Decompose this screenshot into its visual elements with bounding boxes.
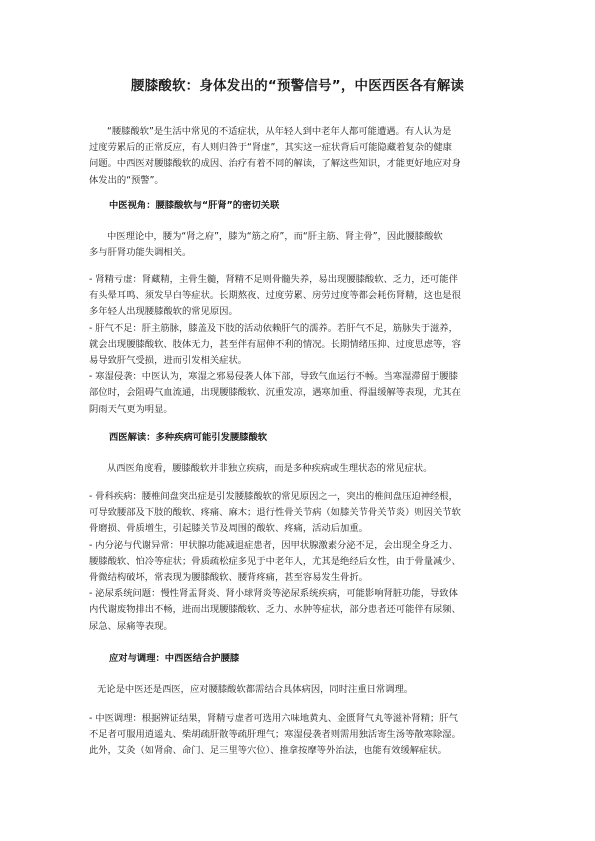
list-item-line: 易导致肝气受损，进而引发相关症状。 bbox=[89, 355, 248, 367]
list-item-orthopedic bbox=[89, 489, 514, 538]
list-item-kidney-essence bbox=[89, 272, 514, 321]
list-item-line: - 内分泌与代谢异常：甲状腺功能减退症患者，因甲状腺激素分泌不足，会出现全身乏力、 bbox=[89, 539, 458, 551]
section-tcm-intro bbox=[89, 229, 514, 261]
section-heading-western: 西医解读：多种疾病可能引发腰膝酸软 bbox=[109, 432, 268, 443]
list-item-line: 部位时，会阻碍气血流通，出现腰膝酸软、沉重发凉，遇寒加重、得温缓解等表现，尤其在 bbox=[89, 387, 461, 399]
paragraph-line: 无论是中医还是西医，应对腰膝酸软都需结合具体病因，同时注重日常调理。 bbox=[97, 684, 414, 695]
list-item-line: - 肾精亏虚：肾藏精，主骨生髓，肾精不足则骨髓失养，易出现腰膝酸软、乏力，还可能伴 bbox=[89, 274, 458, 285]
list-item-line: 可导致腰部及下肢的酸软、疼痛、麻木；退行性骨关节病（如膝关节骨关节炎）则因关节软 bbox=[89, 507, 461, 519]
list-item-cold-damp bbox=[89, 369, 514, 418]
list-item-line: - 骨科疾病：腰椎间盘突出症是引发腰膝酸软的常见原因之一，突出的椎间盘压迫神经根， bbox=[89, 491, 458, 502]
intro-line: 过度劳累后的正常反应，有人则归咎于“肾虚”，其实这一症状背后可能隐藏着复杂的健康 bbox=[89, 142, 452, 154]
list-item-line: - 肝气不足：肝主筋脉，膝盖及下肢的活动依赖肝气的濡养。若肝气不足，筋脉失于滋养， bbox=[89, 322, 458, 334]
section-heading-tcm: 中医视角：腰膝酸软与“肝肾”的密切关联 bbox=[109, 200, 280, 211]
list-item-line: 多年轻人出现腰膝酸软的常见原因。 bbox=[89, 306, 238, 318]
intro-line: 问题。中西医对腰膝酸软的成因、治疗有着不同的解读，了解这些知识，才能更好地应对身 bbox=[89, 158, 461, 170]
section-care-list bbox=[89, 711, 514, 760]
list-item-line: 有头晕耳鸣、须发早白等症状。长期熬夜、过度劳累、房劳过度等都会耗伤肾精，这也是很 bbox=[89, 290, 461, 302]
list-item-line: - 寒湿侵袭：中医认为，寒湿之邪易侵袭人体下部，导致气血运行不畅。当寒湿滞留于腰膝 bbox=[89, 371, 458, 383]
list-item-line: 此外，艾灸（如肾俞、命门、足三里等穴位）、推拿按摩等外治法，也能有效缓解症状。 bbox=[89, 745, 447, 757]
section-western-list bbox=[89, 489, 514, 635]
section-heading-care: 应对与调理：中西医结合护腰膝 bbox=[109, 653, 240, 664]
list-item-line: 不足者可服用逍遥丸、柴胡疏肝散等疏肝理气；寒湿侵袭者则需用独活寄生汤等散寒除湿。 bbox=[89, 729, 461, 741]
intro-line: “腰膝酸软”是生活中常见的不适症状，从年轻人到中老年人都可能遭遇。有人认为是 bbox=[107, 126, 452, 137]
paragraph-line: 从西医角度看，腰膝酸软并非独立疾病，而是多种疾病或生理状态的常见症状。 bbox=[107, 463, 433, 474]
list-item-line: 阴雨天气更为明显。 bbox=[89, 403, 173, 415]
list-item-line: - 泌尿系统问题：慢性肾盂肾炎、肾小球肾炎等泌尿系统疾病，可能影响肾脏功能，导致体 bbox=[89, 588, 458, 600]
list-item-line: 尿急、尿痛等表现。 bbox=[89, 620, 173, 632]
section-tcm-list bbox=[89, 272, 514, 418]
list-item-line: 内代谢废物排出不畅，进而出现腰膝酸软、乏力、水肿等症状，部分患者还可能伴有尿频、 bbox=[89, 604, 461, 616]
page-title: 腰膝酸软：身体发出的“预警信号”，中医西医各有解读 bbox=[130, 78, 465, 94]
list-item-line: 骨微结构破坏，常表现为腰膝酸软、腰背疼痛，甚至容易发生骨折。 bbox=[89, 572, 368, 584]
list-item-line: 骨磨损、骨质增生，引起膝关节及周围的酸软、疼痛，活动后加重。 bbox=[89, 523, 368, 535]
list-item-liver-qi bbox=[89, 321, 514, 370]
paragraph-line: 多与肝肾功能失调相关。 bbox=[89, 247, 192, 259]
paragraph-line: 中医理论中，腰为“肾之府”，膝为“筋之府”，而“肝主筋、肾主骨”，因此腰膝酸软 bbox=[107, 231, 443, 242]
list-item-endocrine bbox=[89, 538, 514, 587]
list-item-tcm-therapy bbox=[89, 711, 514, 760]
intro-paragraph bbox=[89, 124, 514, 189]
list-item-urinary bbox=[89, 586, 514, 635]
section-care-intro bbox=[97, 682, 522, 698]
list-item-line: 腰膝酸软、怕冷等症状；骨质疏松症多见于中老年人，尤其是绝经后女性，由于骨量减少、 bbox=[89, 555, 461, 567]
intro-line: 体发出的“预警”。 bbox=[89, 174, 164, 186]
list-item-line: 就会出现腰膝酸软、肢体无力，甚至伴有屈伸不利的情况。长期情绪压抑、过度思虑等，容 bbox=[89, 338, 461, 350]
section-western-intro bbox=[89, 461, 514, 477]
list-item-line: - 中医调理：根据辨证结果，肾精亏虚者可选用六味地黄丸、金匮肾气丸等滋补肾精；肝气 bbox=[89, 713, 458, 724]
